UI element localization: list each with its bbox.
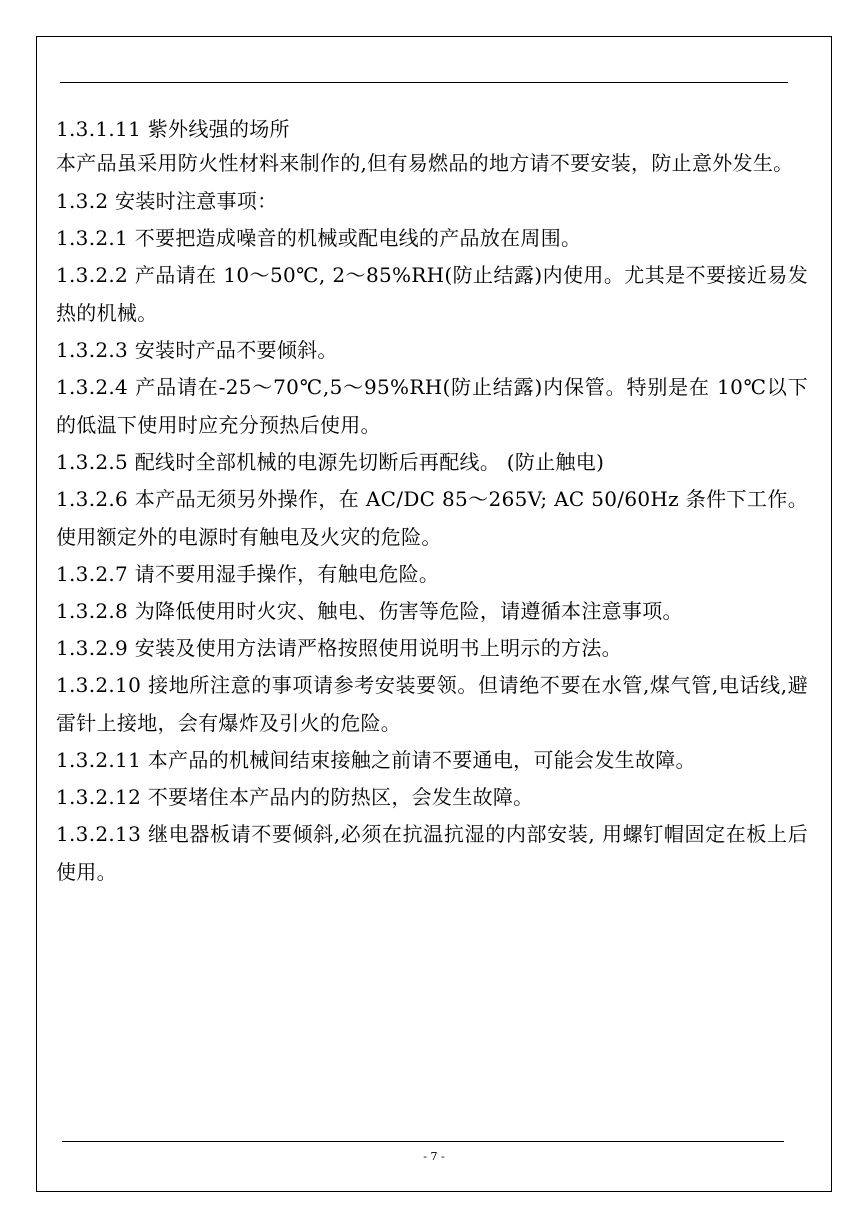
paragraph-1-3-2-10: 1.3.2.10 接地所注意的事项请参考安装要领。但请绝不要在水管,煤气管,电话线,避雷针上接地，会有爆炸及引火的危险。 <box>56 673 808 735</box>
paragraph-1-3-2-1: 1.3.2.1 不要把造成噪音的机械或配电线的产品放在周围。 <box>56 226 582 250</box>
paragraph-1-3-2-5: 1.3.2.5 配线时全部机械的电源先切断后再配线。 (防止触电) <box>56 450 605 474</box>
page-number: - 7 - <box>423 1150 445 1163</box>
paragraph-1-3-2-6: 1.3.2.6 本产品无须另外操作，在 AC/DC 85～265V; AC 50/60Hz 条件下工作。使用额定外的电源时有触电及火灾的危险。 <box>56 487 808 549</box>
document-body <box>56 110 808 890</box>
paragraph-1-3-2-12: 1.3.2.12 不要堵住本产品内的防热区，会发生故障。 <box>56 785 534 809</box>
paragraph-1-3-2-2: 1.3.2.2 产品请在 10～50℃, 2～85%RH(防止结露)内使用。尤其是不要接近易发热的机械。 <box>56 263 808 325</box>
paragraph-1-3-1-11: 1.3.1.11 紫外线强的场所 <box>56 117 290 141</box>
section-heading-1-3-2: 1.3.2 安装时注意事项： <box>56 189 278 213</box>
header-rule <box>60 82 788 83</box>
paragraph-1-3-2-3: 1.3.2.3 安装时产品不要倾斜。 <box>56 338 338 362</box>
paragraph-fire-material: 本产品虽采用防火性材料来制作的,但有易燃品的地方请不要安装，防止意外发生。 <box>56 151 794 175</box>
paragraph-1-3-2-13: 1.3.2.13 继电器板请不要倾斜,必须在抗温抗湿的内部安装, 用螺钉帽固定在板上后使用。 <box>56 822 808 884</box>
paragraph-1-3-2-7: 1.3.2.7 请不要用湿手操作，有触电危险。 <box>56 562 440 586</box>
paragraph-1-3-2-11: 1.3.2.11 本产品的机械间结束接触之前请不要通电，可能会发生故障。 <box>56 748 696 772</box>
footer-rule <box>62 1141 784 1142</box>
paragraph-1-3-2-4: 1.3.2.4 产品请在-25～70℃,5～95%RH(防止结露)内保管。特别是在 10℃以下的低温下使用时应充分预热后使用。 <box>56 375 808 437</box>
paragraph-1-3-2-9: 1.3.2.9 安装及使用方法请严格按照使用说明书上明示的方法。 <box>56 636 622 660</box>
paragraph-1-3-2-8: 1.3.2.8 为降低使用时火灾、触电、伤害等危险，请遵循本注意事项。 <box>56 599 683 623</box>
